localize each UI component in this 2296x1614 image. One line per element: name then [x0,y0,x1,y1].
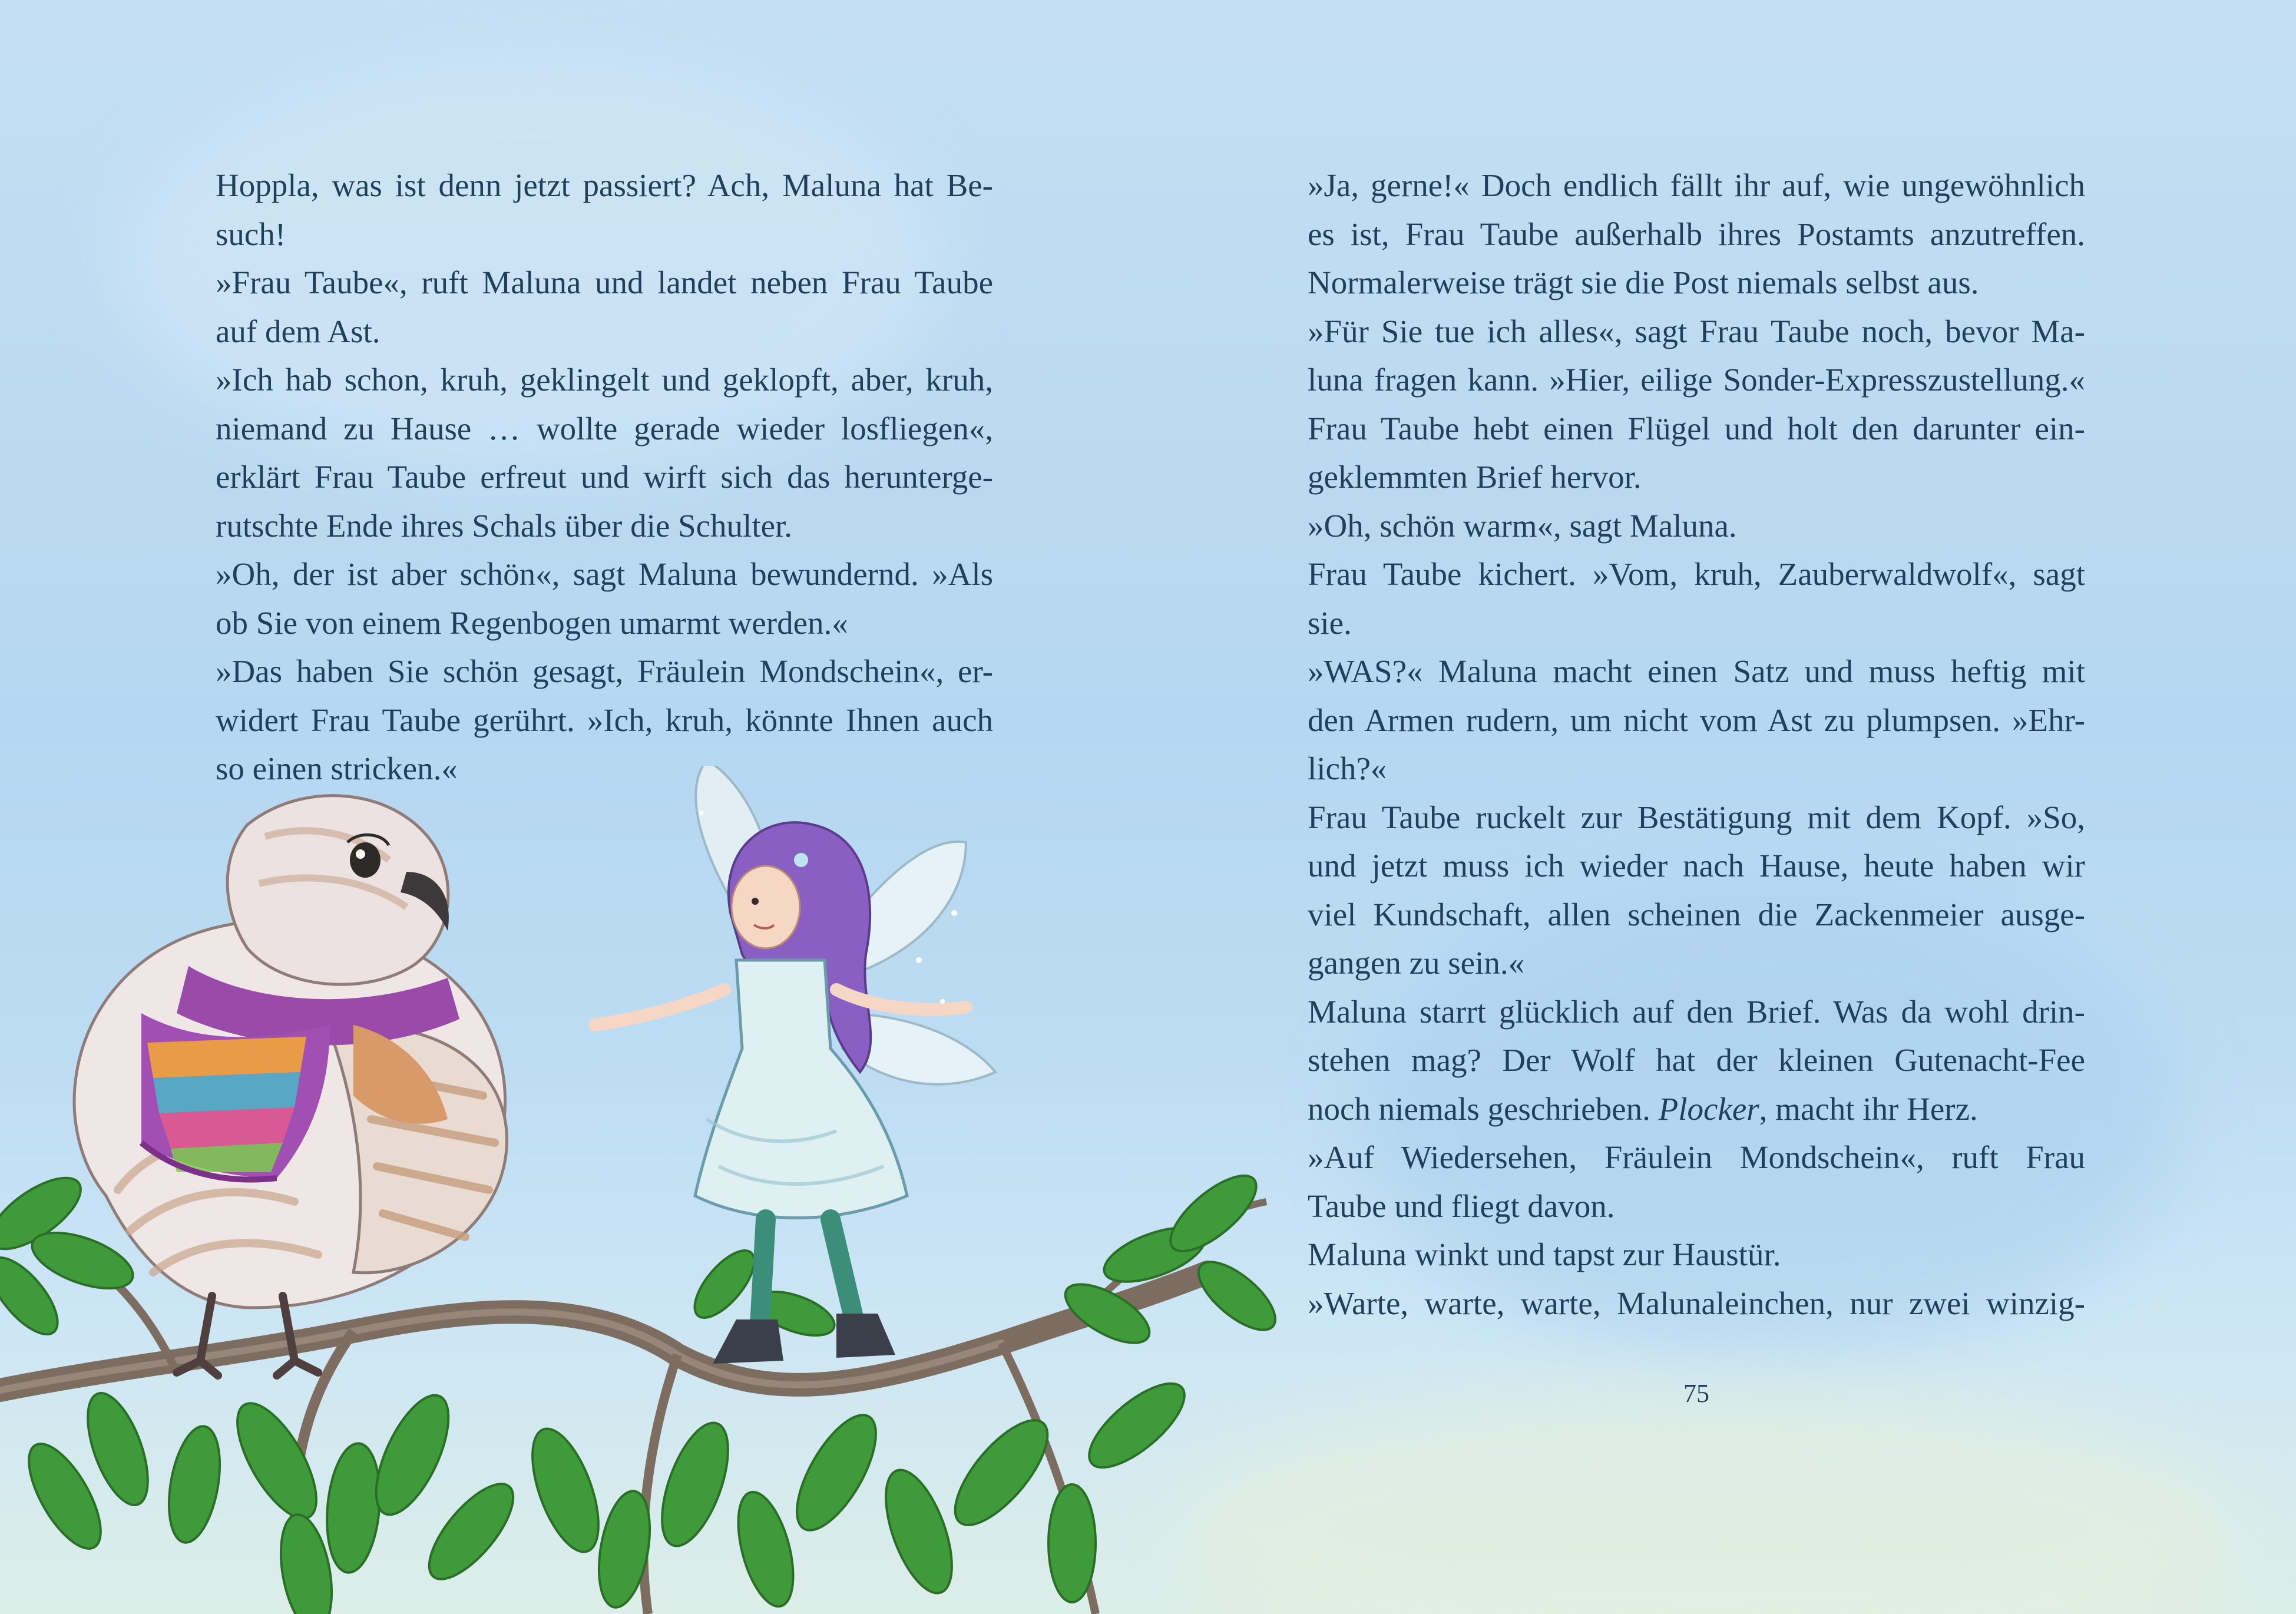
text-line: und jetzt muss ich wieder nach Hause, heute haben wir [1308,848,2085,884]
text-line: »Für Sie tue ich alles«, sagt Frau Taube noch, bevor Ma- [1308,313,2085,349]
text-line: den Armen rudern, um nicht vom Ast zu plumpsen. »Ehr- [1308,702,2085,738]
text-line: so einen stricken.« [216,750,458,786]
text-line: »Ja, gerne!« Doch endlich fällt ihr auf, wie ungewöhnlich [1308,167,2085,203]
text-line: »Auf Wiedersehen, Fräulein Mondschein«, ruft Frau [1308,1139,2085,1175]
text-line: »WAS?« Maluna macht einen Satz und muss heftig mit [1308,653,2085,689]
text-line: sie. [1308,604,1352,641]
text-line: »Warte, warte, warte, Malunaleinchen, nur zwei winzig- [1308,1285,2085,1321]
text-line: Frau Taube ruckelt zur Bestätigung mit dem Kopf. »So, [1308,799,2085,835]
text-line: niemand zu Hause … wollte gerade wieder losfliegen«, [216,410,993,447]
fairy [595,766,995,1364]
text-line: »Oh, schön warm«, sagt Maluna. [1308,507,1737,544]
text-line: widert Frau Taube gerührt. »Ich, kruh, könnte Ihnen auch [216,702,993,738]
text-line: stehen mag? Der Wolf hat der kleinen Gutenacht-Fee [1308,1042,2085,1078]
page-number: 75 [1683,1379,1709,1408]
illustration-dove-and-fairy [0,766,1296,1614]
text-line: Frau Taube hebt einen Flügel und holt den darunter ein- [1308,410,2085,447]
italic-word: Plocker [1658,1090,1759,1127]
right-page-text [1308,161,2085,1328]
text-line: rutschte Ende ihres Schals über die Schulter. [216,507,793,544]
text-line-start: noch niemals geschrieben. [1308,1090,1650,1127]
text-line-end: , macht ihr Herz. [1759,1090,1978,1127]
text-line: luna fragen kann. »Hier, eilige Sonder-Expresszustellung.« [1308,362,2085,398]
text-line: Maluna winkt und tapst zur Haustür. [1308,1236,1781,1272]
text-line: Maluna starrt glücklich auf den Brief. Was da wohl drin- [1308,993,2085,1030]
text-line: Hoppla, was ist denn jetzt passiert? Ach, Maluna hat Be- [216,167,993,203]
text-line: ob Sie von einem Regenbogen umarmt werden.« [216,604,848,641]
left-page-text [216,161,993,793]
text-line: »Ich hab schon, kruh, geklingelt und geklopft, aber, kruh, [216,362,993,398]
text-line: erklärt Frau Taube erfreut und wirft sich das herunterge- [216,459,993,495]
text-line: Taube und fliegt davon. [1308,1188,1615,1224]
text-line: viel Kundschaft, allen scheinen die Zackenmeier ausge- [1308,896,2085,932]
text-line-with-italic [1308,1085,2085,1134]
text-line: Frau Taube kichert. »Vom, kruh, Zauberwaldwolf«, sagt [1308,556,2085,592]
text-line: such! [216,216,286,252]
text-line: gangen zu sein.« [1308,945,1525,981]
text-line: lich?« [1308,750,1387,786]
watercolor-wash [1178,1384,2238,1614]
text-line: es ist, Frau Taube außerhalb ihres Postamts anzutreffen. [1308,216,2085,252]
text-line: geklemmten Brief hervor. [1308,459,1642,495]
text-line: auf dem Ast. [216,313,381,349]
dove [74,796,507,1375]
text-line: »Das haben Sie schön gesagt, Fräulein Mondschein«, er- [216,653,993,689]
text-line: Normalerweise trägt sie die Post niemals selbst aus. [1308,264,1979,300]
text-line: »Oh, der ist aber schön«, sagt Maluna bewundernd. »Als [216,556,993,592]
text-line: »Frau Taube«, ruft Maluna und landet neben Frau Taube [216,264,993,300]
